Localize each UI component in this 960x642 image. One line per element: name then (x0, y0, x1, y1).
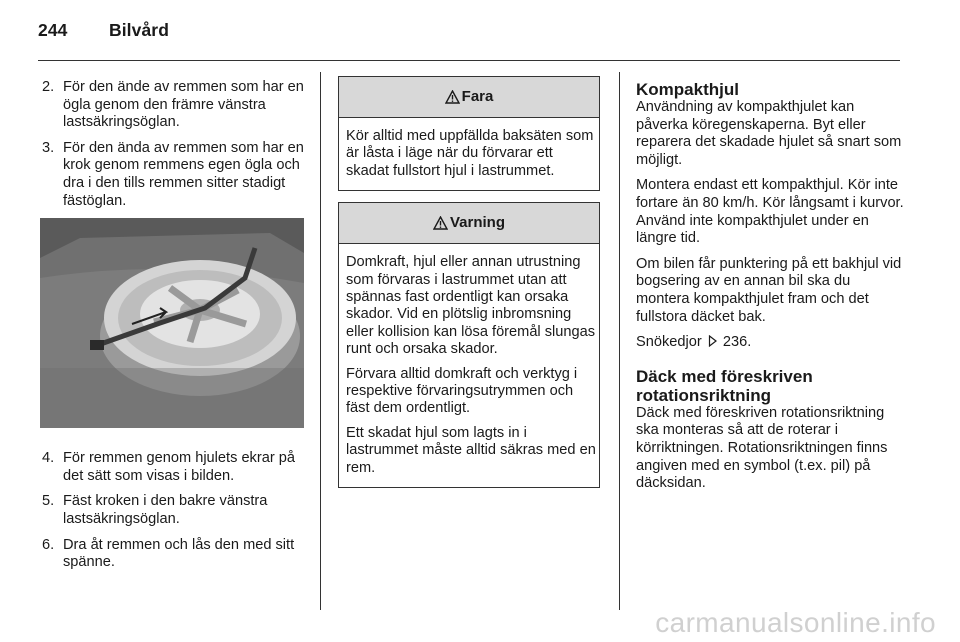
warning-header (339, 203, 599, 244)
section-title: Bilvård (108, 20, 169, 40)
step-number: 3. (42, 139, 55, 156)
danger-header (339, 77, 599, 118)
step-number: 4. (42, 450, 55, 467)
danger-title: Fara (461, 88, 494, 106)
step-number: 6. (42, 536, 55, 553)
page-number: 244 (38, 20, 68, 40)
left-column (38, 79, 304, 580)
column-divider-left (320, 72, 321, 610)
list-item (38, 79, 304, 132)
step-text: Fäst kroken i den bakre vänstra lastsäkringsöglan. (63, 493, 268, 527)
danger-body (339, 118, 599, 190)
reference-label: Snökedjor (636, 334, 702, 351)
paragraph: Däck med föreskriven rotationsriktning ska monteras så att de roterar i körriktningen. Rotationsriktningen finns angiven med en symbol (t.ex. pil) på däcksidan. (636, 404, 888, 492)
danger-text: Kör alltid med uppfällda baksäten som är låsta i läge när du förvarar ett skadat fullstort hjul i lastrummet. (346, 128, 594, 179)
reference-page: 236. (722, 334, 752, 351)
step-text: För den ände av remmen som har en ögla genom den främre vänstra lastsäkringsöglan. (63, 79, 304, 131)
cross-reference (636, 334, 904, 353)
spare-wheel-strap-photo (40, 218, 304, 428)
step-number: 5. (42, 493, 55, 510)
page-header (38, 20, 169, 41)
list-item (38, 450, 304, 485)
steps-list-bottom (38, 450, 304, 572)
section-heading-kompakthjul: Kompakthjul (636, 80, 739, 99)
warning-triangle-icon (433, 216, 448, 230)
steps-list-top (38, 79, 304, 210)
step-number: 2. (42, 79, 55, 95)
right-column (636, 80, 904, 501)
warning-text: Domkraft, hjul eller annan utrustning som förvaras i lastrummet utan att spännas fast ordentligt kan orsaka skador. Vid en plötslig inbromsning eller kollision kan lösa föremål slungas runt och orsaka skador. (346, 254, 596, 358)
danger-box (338, 76, 600, 191)
middle-column (338, 76, 600, 499)
section-heading-dack: Däck med föreskriven rotationsriktning (636, 366, 813, 405)
warning-body (339, 244, 599, 487)
warning-box (338, 202, 600, 488)
list-item (38, 537, 304, 572)
column-divider-right (619, 72, 620, 610)
warning-text: Förvara alltid domkraft och verktyg i respektive förvaringsutrymmen och fäst dem ordentligt. (346, 365, 578, 417)
list-item (38, 140, 304, 210)
warning-title: Varning (449, 214, 505, 232)
warning-text: Ett skadat hjul som lagts in i lastrummet måste alltid säkras med en rem. (346, 424, 596, 476)
list-item (38, 493, 304, 528)
header-divider (38, 60, 900, 61)
paragraph: Om bilen får punktering på ett bakhjul vid bogsering av en annan bil ska du montera kompakthjulet fram och det fullstora däcket bak. (636, 255, 902, 325)
watermark: carmanualsonline.info (655, 607, 936, 638)
paragraph: Användning av kompakthjulet kan påverka köregenskaperna. Byt eller reparera det skadade hjulet så snart som möjligt. (636, 99, 902, 168)
page-reference-arrow-icon (708, 335, 717, 353)
paragraph: Montera endast ett kompakthjul. Kör inte fortare än 80 km/h. Kör långsamt i kurvor. Använd inte kompakthjulet under en längre tid. (636, 177, 904, 247)
step-text: För remmen genom hjulets ekrar på det sätt som visas i bilden. (63, 450, 295, 484)
step-text: Dra åt remmen och lås den med sitt spänne. (63, 536, 295, 571)
warning-triangle-icon (445, 90, 460, 104)
step-text: För den ända av remmen som har en krok genom remmens egen ögla och dra i den tills remmen sitter stadigt fästöglan. (63, 139, 304, 209)
